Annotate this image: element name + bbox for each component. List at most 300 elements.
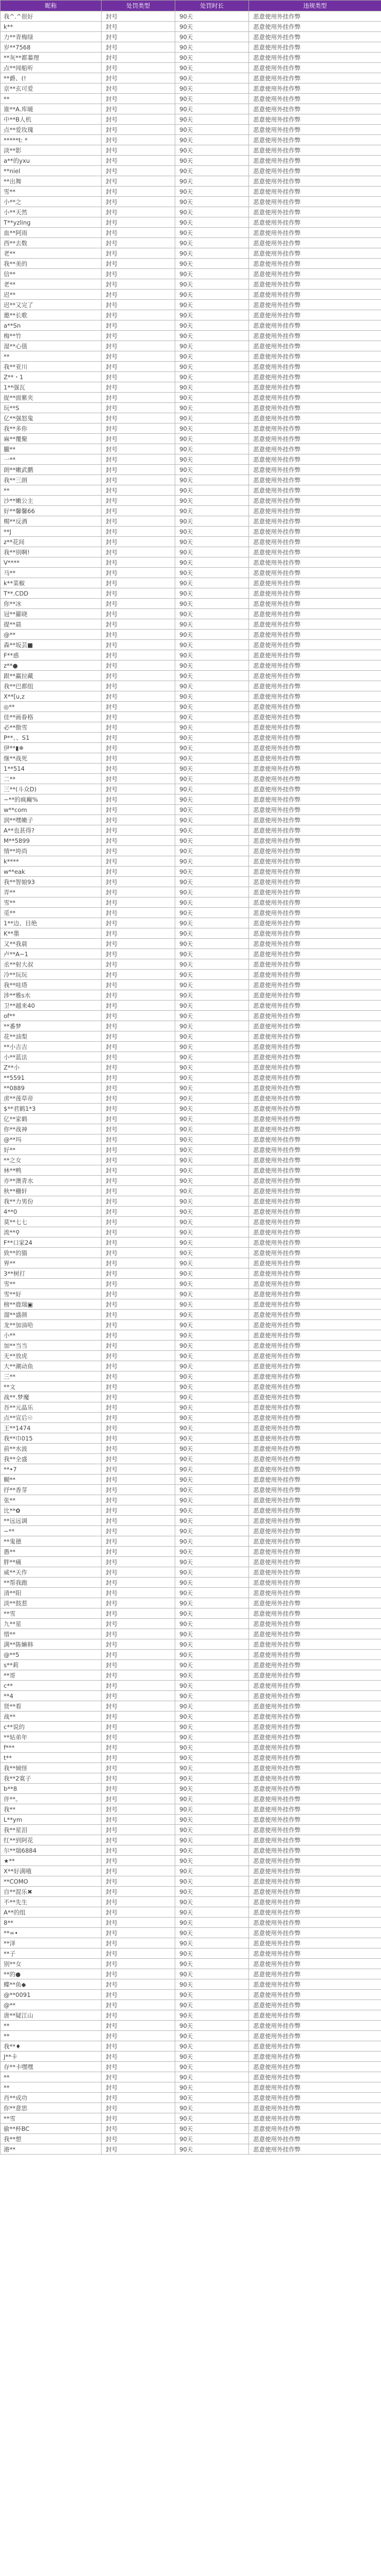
table-row: [1, 959, 381, 970]
table-row: [1, 671, 381, 681]
cell-penalty-type: 封号: [102, 897, 175, 908]
cell-nickname: @**0091: [1, 1990, 102, 2000]
cell-nickname: 莫**七七: [1, 1217, 102, 1227]
cell-penalty-type: 封号: [102, 1681, 175, 1691]
cell-nickname: 捉**面紫夹: [1, 393, 102, 403]
cell-violation-type: 恶意使用外挂作弊: [249, 568, 381, 578]
table-row: [1, 1433, 381, 1444]
cell-penalty-type: 封号: [102, 320, 175, 331]
table-row: [1, 619, 381, 630]
cell-penalty-type: 封号: [102, 1773, 175, 1784]
cell-penalty-duration: 90天: [175, 125, 249, 135]
cell-nickname: 好**馨馨66: [1, 506, 102, 516]
cell-penalty-duration: 90天: [175, 959, 249, 970]
table-row: [1, 547, 381, 557]
table-row: [1, 1753, 381, 1763]
table-row: [1, 1351, 381, 1361]
table-row: [1, 279, 381, 290]
cell-penalty-duration: 90天: [175, 640, 249, 650]
table-row: [1, 1001, 381, 1011]
cell-penalty-duration: 90天: [175, 1711, 249, 1722]
cell-nickname: X**好满哦: [1, 1866, 102, 1876]
cell-violation-type: 恶意使用外挂作弊: [249, 187, 381, 197]
cell-penalty-duration: 90天: [175, 681, 249, 691]
cell-violation-type: 恶意使用外挂作弊: [249, 1330, 381, 1341]
cell-penalty-type: 封号: [102, 691, 175, 702]
cell-penalty-duration: 90天: [175, 156, 249, 166]
table-header: [1, 1, 381, 11]
cell-violation-type: 恶意使用外挂作弊: [249, 1134, 381, 1145]
cell-penalty-type: 封号: [102, 1433, 175, 1444]
cell-nickname: 张**: [1, 1495, 102, 1505]
cell-penalty-duration: 90天: [175, 22, 249, 32]
cell-nickname: **: [1, 2082, 102, 2093]
cell-penalty-duration: 90天: [175, 1155, 249, 1165]
cell-penalty-duration: 90天: [175, 485, 249, 496]
cell-violation-type: 恶意使用外挂作弊: [249, 413, 381, 423]
cell-nickname: **文: [1, 1382, 102, 1392]
cell-penalty-duration: 90天: [175, 1001, 249, 1011]
table-row: [1, 630, 381, 640]
cell-penalty-duration: 90天: [175, 259, 249, 269]
cell-penalty-type: 封号: [102, 32, 175, 42]
cell-penalty-type: 封号: [102, 2134, 175, 2144]
cell-violation-type: 恶意使用外挂作弊: [249, 650, 381, 660]
cell-penalty-type: 封号: [102, 825, 175, 836]
cell-violation-type: 恶意使用外挂作弊: [249, 743, 381, 753]
cell-violation-type: 恶意使用外挂作弊: [249, 1536, 381, 1547]
cell-violation-type: 恶意使用外挂作弊: [249, 22, 381, 32]
cell-nickname: 溜**盛颜: [1, 1310, 102, 1320]
table-row: [1, 1093, 381, 1104]
table-row: [1, 1794, 381, 1804]
cell-nickname: **鬼德: [1, 1536, 102, 1547]
cell-penalty-duration: 90天: [175, 557, 249, 568]
cell-nickname: a**的yxu: [1, 156, 102, 166]
cell-nickname: 我**♦: [1, 2041, 102, 2052]
cell-penalty-type: 封号: [102, 1876, 175, 1887]
table-row: [1, 1722, 381, 1732]
cell-nickname: k**菜椒: [1, 578, 102, 588]
cell-penalty-type: 封号: [102, 1907, 175, 1918]
cell-nickname: 跟**赢拉藏: [1, 671, 102, 681]
cell-violation-type: 恶意使用外挂作弊: [249, 1619, 381, 1629]
cell-penalty-type: 封号: [102, 939, 175, 949]
table-row: [1, 743, 381, 753]
cell-nickname: 比**✿: [1, 1505, 102, 1516]
cell-violation-type: 恶意使用外挂作弊: [249, 1598, 381, 1608]
cell-violation-type: 恶意使用外挂作弊: [249, 1217, 381, 1227]
cell-penalty-duration: 90天: [175, 1299, 249, 1310]
cell-penalty-type: 封号: [102, 908, 175, 918]
cell-penalty-type: 封号: [102, 1031, 175, 1042]
cell-penalty-type: 封号: [102, 1196, 175, 1207]
cell-violation-type: 恶意使用外挂作弊: [249, 1897, 381, 1907]
cell-penalty-duration: 90天: [175, 722, 249, 733]
cell-nickname: 尔**瑞6884: [1, 1845, 102, 1856]
cell-penalty-duration: 90天: [175, 290, 249, 300]
cell-violation-type: 恶意使用外挂作弊: [249, 1433, 381, 1444]
cell-violation-type: 恶意使用外挂作弊: [249, 1031, 381, 1042]
cell-penalty-duration: 90天: [175, 1670, 249, 1681]
cell-nickname: **雪: [1, 2113, 102, 2124]
cell-violation-type: 恶意使用外挂作弊: [249, 1526, 381, 1536]
cell-penalty-type: 封号: [102, 1052, 175, 1062]
table-row: [1, 1567, 381, 1578]
table-row: [1, 1165, 381, 1176]
table-row: [1, 681, 381, 691]
cell-nickname: 亦**澳青水: [1, 1176, 102, 1186]
cell-nickname: 界**: [1, 1258, 102, 1268]
table-row: [1, 1392, 381, 1402]
table-row: [1, 599, 381, 609]
table-row: [1, 1711, 381, 1722]
table-row: [1, 568, 381, 578]
cell-violation-type: 恶意使用外挂作弊: [249, 1155, 381, 1165]
cell-penalty-type: 封号: [102, 733, 175, 743]
cell-nickname: 我**哇塔: [1, 980, 102, 990]
table-row: [1, 1279, 381, 1289]
cell-nickname: 威**天作: [1, 1567, 102, 1578]
cell-penalty-duration: 90天: [175, 228, 249, 238]
cell-penalty-duration: 90天: [175, 774, 249, 784]
table-row: [1, 300, 381, 310]
cell-nickname: P**、、S1: [1, 733, 102, 743]
cell-penalty-type: 封号: [102, 1413, 175, 1423]
cell-violation-type: 恶意使用外挂作弊: [249, 1753, 381, 1763]
cell-violation-type: 恶意使用外挂作弊: [249, 619, 381, 630]
cell-penalty-duration: 90天: [175, 588, 249, 599]
cell-penalty-duration: 90天: [175, 599, 249, 609]
cell-violation-type: 恶意使用外挂作弊: [249, 114, 381, 125]
cell-violation-type: 恶意使用外挂作弊: [249, 1948, 381, 1959]
header-row: [1, 1, 381, 11]
cell-violation-type: 恶意使用外挂作弊: [249, 681, 381, 691]
table-row: [1, 1547, 381, 1557]
table-row: [1, 1268, 381, 1279]
cell-penalty-type: 封号: [102, 1784, 175, 1794]
cell-penalty-type: 封号: [102, 83, 175, 94]
cell-penalty-type: 封号: [102, 1155, 175, 1165]
cell-violation-type: 恶意使用外挂作弊: [249, 382, 381, 393]
cell-penalty-duration: 90天: [175, 320, 249, 331]
cell-penalty-type: 封号: [102, 351, 175, 362]
cell-penalty-duration: 90天: [175, 805, 249, 815]
cell-nickname: 自**混乐✖: [1, 1887, 102, 1897]
table-row: [1, 290, 381, 300]
cell-nickname: z**●: [1, 660, 102, 671]
cell-violation-type: 恶意使用外挂作弊: [249, 918, 381, 928]
cell-penalty-duration: 90天: [175, 42, 249, 53]
cell-violation-type: 恶意使用外挂作弊: [249, 1928, 381, 1938]
cell-penalty-type: 封号: [102, 1227, 175, 1238]
cell-nickname: 你**意思: [1, 2103, 102, 2113]
cell-violation-type: 恶意使用外挂作弊: [249, 784, 381, 794]
cell-nickname: **: [1, 2031, 102, 2041]
cell-violation-type: 恶意使用外挂作弊: [249, 496, 381, 506]
cell-penalty-duration: 90天: [175, 300, 249, 310]
cell-violation-type: 恶意使用外挂作弊: [249, 1794, 381, 1804]
cell-nickname: **帮我跑: [1, 1578, 102, 1588]
cell-nickname: 王**1474: [1, 1423, 102, 1433]
table-row: [1, 1619, 381, 1629]
cell-violation-type: 恶意使用外挂作弊: [249, 2134, 381, 2144]
cell-penalty-type: 封号: [102, 1547, 175, 1557]
cell-penalty-type: 封号: [102, 722, 175, 733]
table-row: [1, 1897, 381, 1907]
cell-violation-type: 恶意使用外挂作弊: [249, 32, 381, 42]
cell-nickname: @**: [1, 630, 102, 640]
cell-nickname: 卢**A~1: [1, 949, 102, 959]
cell-penalty-type: 封号: [102, 1567, 175, 1578]
table-row: [1, 135, 381, 145]
cell-violation-type: 恶意使用外挂作弊: [249, 1701, 381, 1711]
cell-violation-type: 恶意使用外挂作弊: [249, 1351, 381, 1361]
cell-violation-type: 恶意使用外挂作弊: [249, 825, 381, 836]
cell-penalty-duration: 90天: [175, 908, 249, 918]
cell-violation-type: 恶意使用外挂作弊: [249, 2124, 381, 2134]
cell-penalty-duration: 90天: [175, 423, 249, 434]
table-row: [1, 1588, 381, 1598]
cell-penalty-duration: 90天: [175, 104, 249, 114]
cell-penalty-duration: 90天: [175, 166, 249, 176]
cell-penalty-duration: 90天: [175, 1773, 249, 1784]
cell-nickname: 清**阳: [1, 1588, 102, 1598]
table-row: [1, 1681, 381, 1691]
cell-penalty-duration: 90天: [175, 454, 249, 465]
cell-violation-type: 恶意使用外挂作弊: [249, 897, 381, 908]
cell-violation-type: 恶意使用外挂作弊: [249, 320, 381, 331]
cell-nickname: 偷**杯BC: [1, 2124, 102, 2134]
cell-violation-type: 恶意使用外挂作弊: [249, 1299, 381, 1310]
cell-penalty-duration: 90天: [175, 1887, 249, 1897]
cell-nickname: 4**0: [1, 1207, 102, 1217]
cell-penalty-type: 封号: [102, 1608, 175, 1619]
cell-penalty-duration: 90天: [175, 609, 249, 619]
cell-penalty-type: 封号: [102, 176, 175, 187]
cell-penalty-duration: 90天: [175, 362, 249, 372]
cell-nickname: 京**玄可爱: [1, 83, 102, 94]
cell-violation-type: 恶意使用外挂作弊: [249, 145, 381, 156]
cell-violation-type: 恶意使用外挂作弊: [249, 1268, 381, 1279]
cell-nickname: 亿**家鹤: [1, 1114, 102, 1124]
cell-violation-type: 恶意使用外挂作弊: [249, 970, 381, 980]
cell-nickname: **之女: [1, 1155, 102, 1165]
cell-nickname: 继**战死: [1, 753, 102, 764]
cell-penalty-duration: 90天: [175, 2062, 249, 2072]
cell-penalty-duration: 90天: [175, 1938, 249, 1948]
table-row: [1, 42, 381, 53]
cell-nickname: 我**: [1, 1804, 102, 1815]
cell-violation-type: 恶意使用外挂作弊: [249, 1639, 381, 1650]
cell-violation-type: 恶意使用外挂作弊: [249, 1578, 381, 1588]
cell-penalty-duration: 90天: [175, 939, 249, 949]
table-row: [1, 1742, 381, 1753]
table-row: [1, 1598, 381, 1608]
table-row: [1, 1289, 381, 1299]
cell-nickname: **子: [1, 1948, 102, 1959]
cell-violation-type: 恶意使用外挂作弊: [249, 1124, 381, 1134]
cell-penalty-duration: 90天: [175, 1547, 249, 1557]
cell-penalty-duration: 90天: [175, 2103, 249, 2113]
table-row: [1, 1918, 381, 1928]
table-row: [1, 1763, 381, 1773]
cell-nickname: 我**巴都组: [1, 681, 102, 691]
cell-penalty-duration: 90天: [175, 2000, 249, 2010]
cell-penalty-type: 封号: [102, 217, 175, 228]
cell-penalty-duration: 90天: [175, 897, 249, 908]
cell-nickname: ~**的疯癫%: [1, 794, 102, 805]
cell-penalty-type: 封号: [102, 166, 175, 176]
cell-penalty-duration: 90天: [175, 1876, 249, 1887]
cell-nickname: 迟**: [1, 290, 102, 300]
cell-penalty-type: 封号: [102, 1722, 175, 1732]
cell-violation-type: 恶意使用外挂作弊: [249, 2010, 381, 2021]
cell-penalty-duration: 90天: [175, 2124, 249, 2134]
cell-nickname: 伊**▮❄: [1, 743, 102, 753]
cell-penalty-duration: 90天: [175, 691, 249, 702]
cell-violation-type: 恶意使用外挂作弊: [249, 733, 381, 743]
cell-penalty-type: 封号: [102, 372, 175, 382]
cell-penalty-type: 封号: [102, 475, 175, 485]
cell-penalty-duration: 90天: [175, 1279, 249, 1289]
cell-penalty-type: 封号: [102, 1341, 175, 1351]
cell-nickname: 迟**又完了: [1, 300, 102, 310]
cell-violation-type: 恶意使用外挂作弊: [249, 794, 381, 805]
table-row: [1, 928, 381, 939]
table-row: [1, 1361, 381, 1371]
table-row: [1, 1011, 381, 1021]
cell-nickname: 血**阿雨: [1, 228, 102, 238]
table-row: [1, 187, 381, 197]
cell-nickname: 亿**强怒鬼: [1, 413, 102, 423]
table-row: [1, 217, 381, 228]
cell-nickname: 弄**: [1, 887, 102, 897]
table-row: [1, 1124, 381, 1134]
table-row: [1, 918, 381, 928]
table-row: [1, 867, 381, 877]
cell-penalty-type: 封号: [102, 1371, 175, 1382]
cell-penalty-duration: 90天: [175, 1660, 249, 1670]
table-row: [1, 166, 381, 176]
cell-nickname: 我**想: [1, 2134, 102, 2144]
cell-penalty-duration: 90天: [175, 341, 249, 351]
table-row: [1, 506, 381, 516]
cell-penalty-type: 封号: [102, 1969, 175, 1979]
table-row: [1, 444, 381, 454]
cell-penalty-duration: 90天: [175, 1104, 249, 1114]
cell-penalty-duration: 90天: [175, 2144, 249, 2155]
table-row: [1, 475, 381, 485]
table-row: [1, 1104, 381, 1114]
cell-nickname: 雪**好: [1, 1289, 102, 1299]
cell-penalty-type: 封号: [102, 1186, 175, 1196]
cell-penalty-type: 封号: [102, 702, 175, 712]
cell-violation-type: 恶意使用外挂作弊: [249, 475, 381, 485]
cell-violation-type: 恶意使用外挂作弊: [249, 1660, 381, 1670]
cell-violation-type: 恶意使用外挂作弊: [249, 805, 381, 815]
cell-penalty-type: 封号: [102, 1701, 175, 1711]
cell-nickname: 战**.梦魔: [1, 1392, 102, 1402]
cell-penalty-duration: 90天: [175, 1825, 249, 1835]
cell-penalty-type: 封号: [102, 1794, 175, 1804]
cell-violation-type: 恶意使用外挂作弊: [249, 537, 381, 547]
cell-violation-type: 恶意使用外挂作弊: [249, 2031, 381, 2041]
cell-nickname: 惜**: [1, 1629, 102, 1639]
cell-nickname: 三**(斗众D): [1, 784, 102, 794]
cell-nickname: 点**宣后☉: [1, 1413, 102, 1423]
table-row: [1, 1784, 381, 1794]
table-row: [1, 351, 381, 362]
cell-violation-type: 恶意使用外挂作弊: [249, 980, 381, 990]
table-row: [1, 145, 381, 156]
cell-violation-type: 恶意使用外挂作弊: [249, 1289, 381, 1299]
cell-penalty-duration: 90天: [175, 537, 249, 547]
cell-violation-type: 恶意使用外挂作弊: [249, 1567, 381, 1578]
cell-penalty-duration: 90天: [175, 1835, 249, 1845]
cell-penalty-duration: 90天: [175, 1361, 249, 1371]
cell-penalty-type: 封号: [102, 1732, 175, 1742]
cell-penalty-duration: 90天: [175, 1567, 249, 1578]
cell-violation-type: 恶意使用外挂作弊: [249, 1402, 381, 1413]
cell-violation-type: 恶意使用外挂作弊: [249, 1485, 381, 1495]
cell-penalty-type: 封号: [102, 1238, 175, 1248]
table-row: [1, 1371, 381, 1382]
table-row: [1, 897, 381, 908]
cell-penalty-type: 封号: [102, 1083, 175, 1093]
table-row: [1, 1485, 381, 1495]
cell-penalty-duration: 90天: [175, 2072, 249, 2082]
cell-penalty-duration: 90天: [175, 794, 249, 805]
cell-violation-type: 恶意使用外挂作弊: [249, 867, 381, 877]
cell-penalty-duration: 90天: [175, 990, 249, 1001]
cell-violation-type: 恶意使用外挂作弊: [249, 1763, 381, 1773]
cell-penalty-duration: 90天: [175, 619, 249, 630]
cell-penalty-duration: 90天: [175, 1959, 249, 1969]
cell-penalty-duration: 90天: [175, 1114, 249, 1124]
cell-penalty-type: 封号: [102, 712, 175, 722]
cell-violation-type: 恶意使用外挂作弊: [249, 1495, 381, 1505]
cell-penalty-duration: 90天: [175, 372, 249, 382]
cell-penalty-type: 封号: [102, 1928, 175, 1938]
cell-penalty-type: 封号: [102, 1165, 175, 1176]
table-row: [1, 2103, 381, 2113]
table-row: [1, 990, 381, 1001]
cell-violation-type: 恶意使用外挂作弊: [249, 259, 381, 269]
table-row: [1, 2000, 381, 2010]
cell-violation-type: 恶意使用外挂作弊: [249, 1093, 381, 1104]
cell-penalty-type: 封号: [102, 1866, 175, 1876]
cell-nickname: 卫**越来40: [1, 1001, 102, 1011]
cell-penalty-duration: 90天: [175, 547, 249, 557]
cell-penalty-type: 封号: [102, 1670, 175, 1681]
cell-penalty-type: 封号: [102, 1073, 175, 1083]
cell-penalty-type: 封号: [102, 1310, 175, 1320]
cell-violation-type: 恶意使用外挂作弊: [249, 341, 381, 351]
cell-violation-type: 恶意使用外挂作弊: [249, 1279, 381, 1289]
cell-penalty-type: 封号: [102, 856, 175, 867]
cell-penalty-duration: 90天: [175, 2041, 249, 2052]
cell-nickname: 我**倾怪: [1, 1763, 102, 1773]
table-row: [1, 825, 381, 836]
cell-penalty-duration: 90天: [175, 630, 249, 640]
cell-penalty-duration: 90天: [175, 1413, 249, 1423]
cell-nickname: 我**全盛: [1, 1454, 102, 1464]
table-row: [1, 2134, 381, 2144]
table-row: [1, 1691, 381, 1701]
cell-nickname: F**口家24: [1, 1238, 102, 1248]
cell-nickname: @**玛: [1, 1134, 102, 1145]
